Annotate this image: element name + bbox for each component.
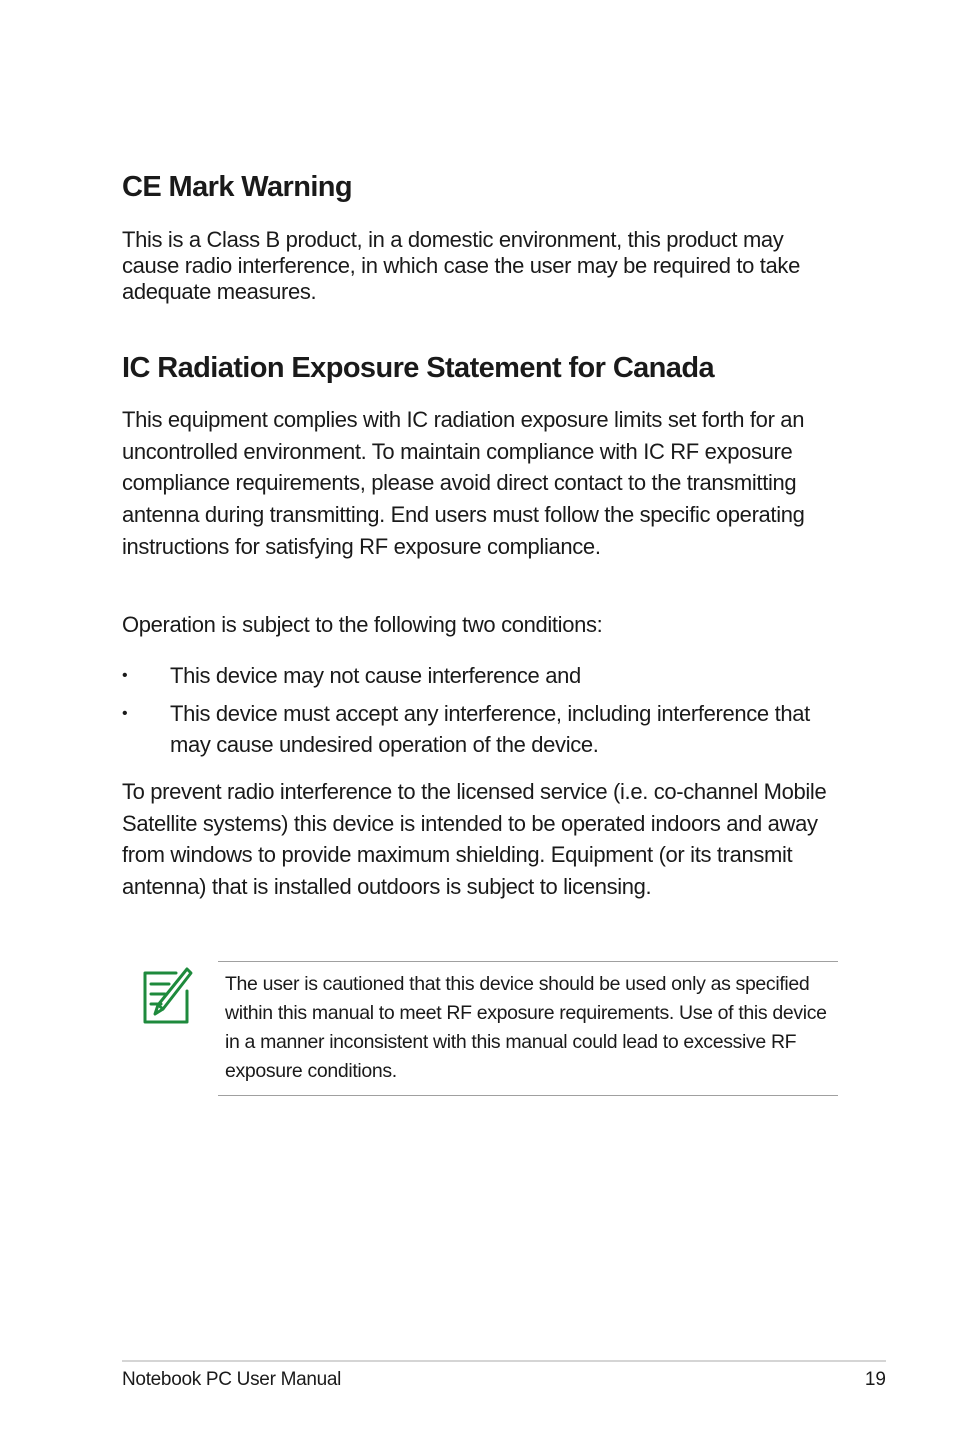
note-pencil-icon (141, 965, 193, 1025)
list-item (122, 698, 838, 761)
section-title-ce-mark-warning: CE Mark Warning (122, 171, 353, 203)
ic-compliance-paragraph: This equipment complies with IC radiation exposure limits set forth for an uncontrolled environment. To maintain compliance with IC RF exposure compliance requirements, please avoid direct contact to the transmitting antenna during transmitting. End users must follow the specific operating instructions for satisfying RF exposure compliance. (122, 407, 805, 559)
note-text: The user is cautioned that this device should be used only as specified within this manual to meet RF exposure requirements. Use of this device in a manner inconsistent with this manual could lead to excessive RF exposure conditions. (225, 973, 827, 1082)
list-item-text: This device must accept any interference, including interference that may cause undesired operation of the device. (170, 700, 810, 758)
conditions-list (122, 660, 838, 767)
bullet-icon: • (122, 667, 128, 684)
list-item (122, 660, 838, 692)
footer-divider (122, 1360, 886, 1362)
footer-manual-title: Notebook PC User Manual (122, 1369, 342, 1390)
bullet-icon: • (122, 704, 128, 722)
section-title-ic-radiation: IC Radiation Exposure Statement for Canada (122, 352, 714, 384)
note-box (218, 961, 838, 1096)
ic-conditions-intro: Operation is subject to the following two conditions: (122, 612, 603, 637)
ce-mark-warning-text: This is a Class B product, in a domestic environment, this product may cause radio interference, in which case the user may be required to take adequate measures. (122, 227, 800, 304)
ic-interference-paragraph: To prevent radio interference to the licensed service (i.e. co-channel Mobile Satellite systems) this device is intended to be operated indoors and away from windows to provide maximum shielding. Equipment (or its transmit antenna) that is installed outdoors is subject to licensing. (122, 779, 827, 900)
list-item-text: This device may not cause interference and (170, 663, 581, 688)
page-number: 19 (864, 1369, 886, 1390)
